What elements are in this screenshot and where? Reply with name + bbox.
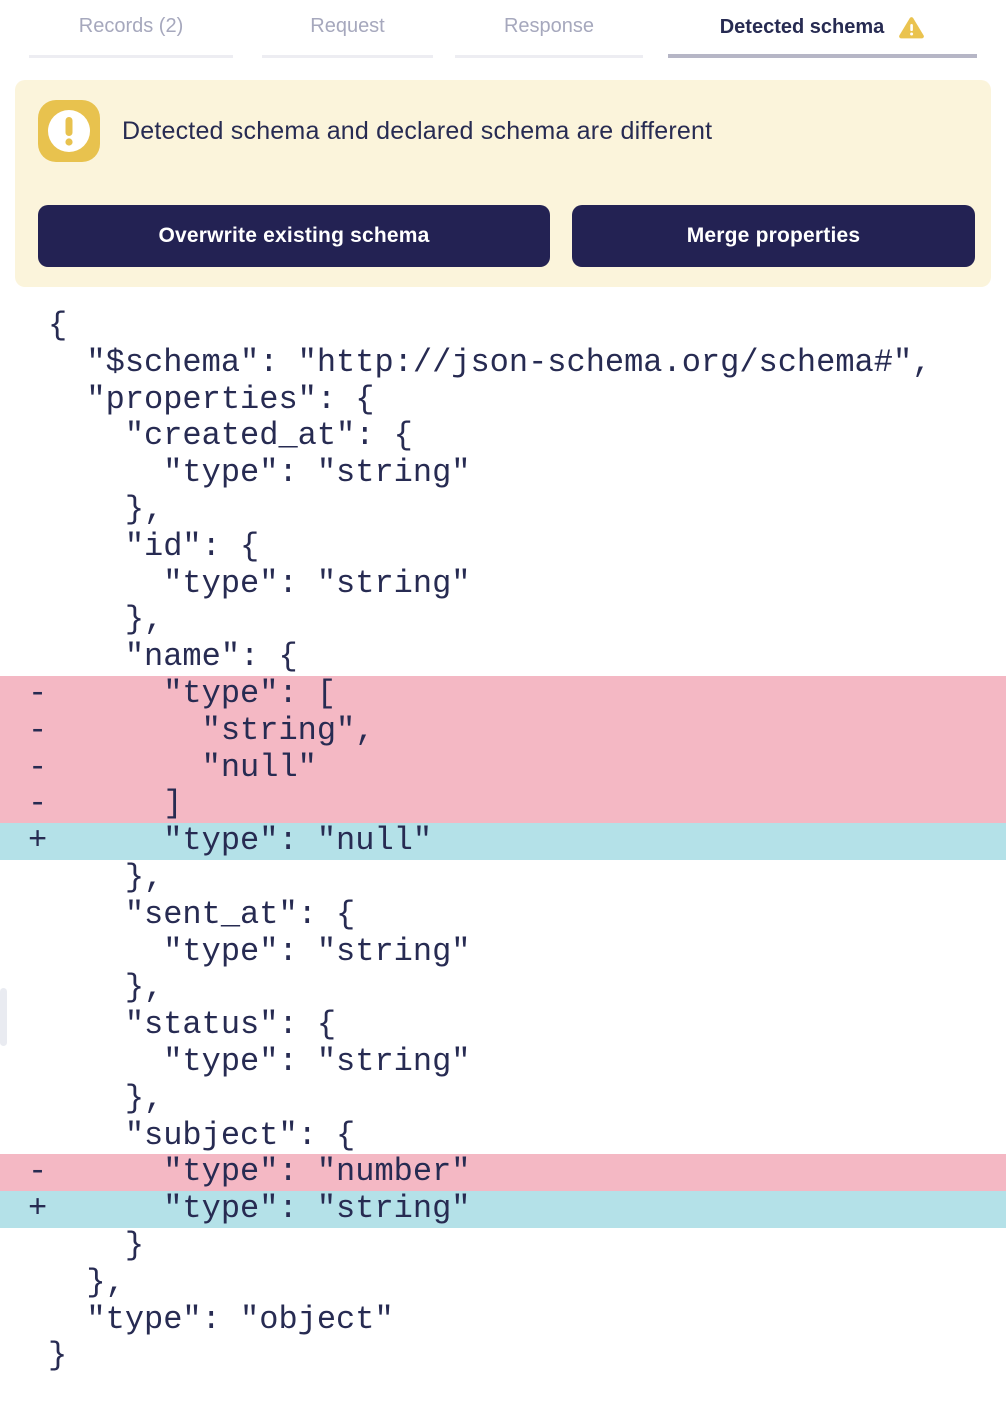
code-line [0, 345, 1006, 382]
diff-line-added [0, 823, 1006, 860]
code-line-text: "created_at": { [48, 417, 413, 455]
diff-line-removed [0, 786, 1006, 823]
diff-line-removed [0, 713, 1006, 750]
diff-line-removed [0, 1154, 1006, 1191]
tab-request-label: Request [310, 15, 385, 37]
diff-added-marker: + [28, 1190, 48, 1228]
code-line [0, 1265, 1006, 1302]
code-line [0, 566, 1006, 603]
diff-removed-marker: - [28, 785, 48, 823]
code-line-text: }, [48, 490, 164, 528]
code-line [0, 1338, 1006, 1375]
code-line-text: "type": [ [48, 674, 337, 712]
tab-records-label: Records (2) [78, 15, 184, 37]
code-line-text: "type": "number" [48, 1153, 471, 1191]
code-line [0, 934, 1006, 971]
left-scrollbar-thumb[interactable] [0, 988, 7, 1046]
diff-line-added [0, 1191, 1006, 1228]
code-line-text: }, [48, 601, 164, 639]
diff-removed-marker: - [28, 748, 48, 786]
code-line [0, 529, 1006, 566]
warning-triangle-icon [898, 16, 925, 39]
tab-request[interactable] [262, 0, 433, 58]
code-line-text: "$schema": "http://json-schema.org/schema#", [48, 343, 932, 381]
tab-detected-schema[interactable] [668, 0, 977, 58]
code-line [0, 639, 1006, 676]
code-line [0, 308, 1006, 345]
code-line [0, 602, 1006, 639]
code-line [0, 1302, 1006, 1339]
code-line [0, 860, 1006, 897]
tab-detected-schema-label: Detected schema [719, 15, 885, 38]
tab-records[interactable] [29, 0, 233, 58]
code-line-text: }, [48, 858, 164, 896]
code-line [0, 382, 1006, 419]
code-line-text: } [48, 1337, 68, 1375]
code-line-text: "sent_at": { [48, 895, 356, 933]
banner-message: Detected schema and declared schema are different [122, 116, 713, 145]
tab-response[interactable] [455, 0, 643, 58]
code-line [0, 1228, 1006, 1265]
code-line-text: "type": "null" [48, 822, 433, 860]
code-line [0, 492, 1006, 529]
code-line-text: "id": { [48, 527, 260, 565]
code-line [0, 1081, 1006, 1118]
code-line-text: "type": "object" [48, 1300, 394, 1338]
code-line-text: "type": "string" [48, 564, 471, 602]
code-line [0, 1007, 1006, 1044]
diff-added-marker: + [28, 822, 48, 860]
overwrite-schema-button[interactable]: Overwrite existing schema [38, 205, 550, 267]
diff-line-removed [0, 750, 1006, 787]
code-line-text: } [48, 1226, 145, 1264]
code-line-text: { [48, 307, 68, 344]
code-line [0, 897, 1006, 934]
diff-removed-marker: - [28, 674, 48, 712]
code-line-text: "subject": { [48, 1116, 356, 1154]
code-line [0, 418, 1006, 455]
merge-properties-button[interactable]: Merge properties [572, 205, 975, 267]
code-line-text: "null" [48, 748, 317, 786]
code-line-text: ] [48, 785, 183, 823]
exclamation-icon [38, 100, 100, 162]
code-line-text: }, [48, 1263, 125, 1301]
code-line-text: "properties": { [48, 380, 375, 418]
code-line-text: }, [48, 1079, 164, 1117]
code-line-text: "name": { [48, 638, 298, 676]
schema-mismatch-banner [15, 80, 991, 287]
tab-bar [0, 0, 1006, 58]
diff-removed-marker: - [28, 711, 48, 749]
code-line-text: "type": "string" [48, 1190, 471, 1228]
code-line [0, 970, 1006, 1007]
code-line [0, 455, 1006, 492]
tab-response-label: Response [503, 15, 595, 37]
schema-diff-code-block [0, 308, 1006, 1375]
diff-removed-marker: - [28, 1153, 48, 1191]
code-line [0, 1118, 1006, 1155]
code-line-text: "type": "string" [48, 1042, 471, 1080]
code-line [0, 1044, 1006, 1081]
code-line-text: "string", [48, 711, 375, 749]
banner-actions [38, 205, 968, 267]
code-line-text: }, [48, 969, 164, 1007]
code-line-text: "type": "string" [48, 454, 471, 492]
diff-line-removed [0, 676, 1006, 713]
code-line-text: "status": { [48, 1006, 337, 1044]
code-line-text: "type": "string" [48, 932, 471, 970]
